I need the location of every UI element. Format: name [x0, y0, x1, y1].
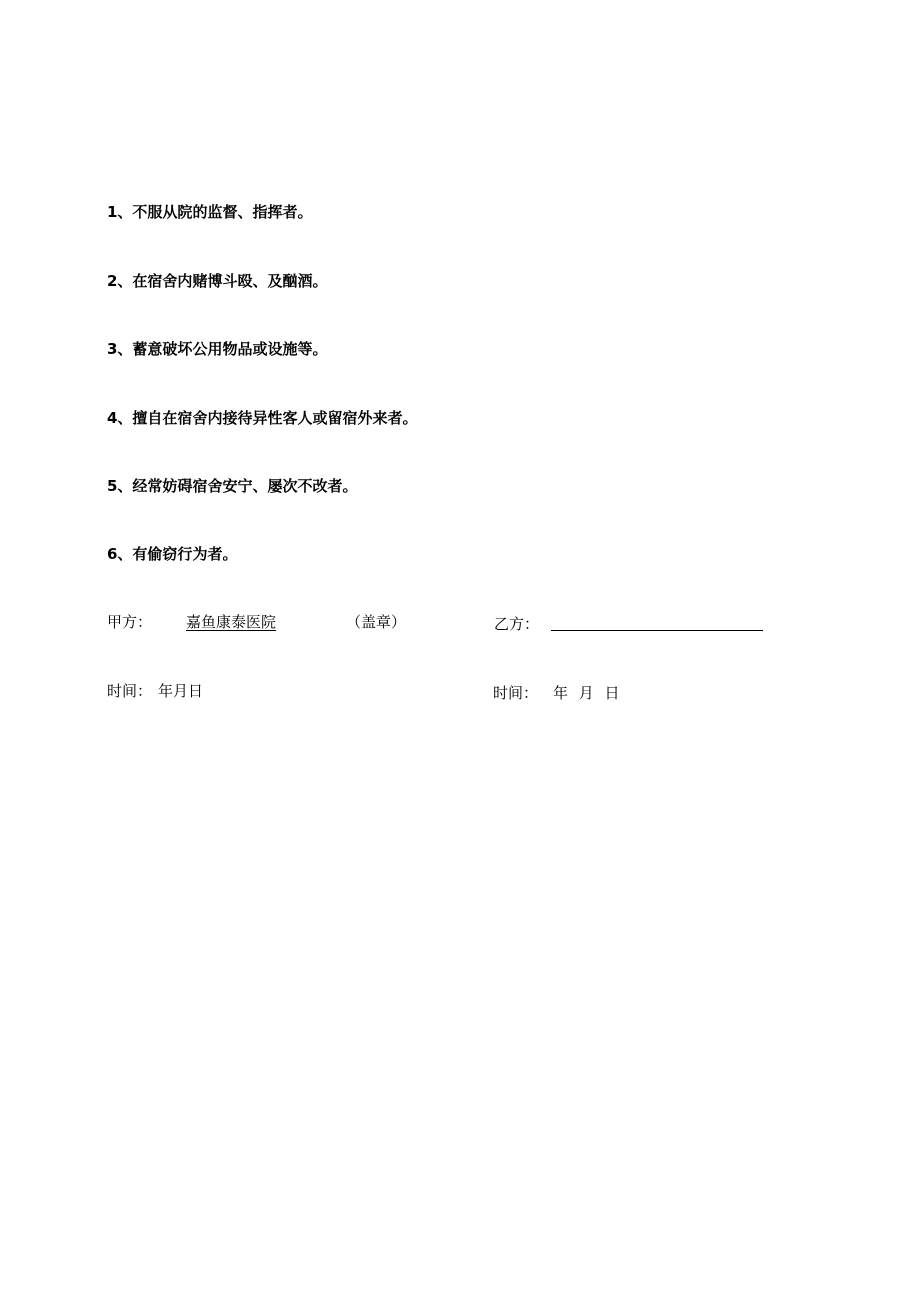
- party-b-signature-line: [551, 630, 763, 631]
- clause-item-3: 3、蓄意破坏公用物品或设施等。: [107, 340, 328, 358]
- party-b-time-value: 年 月 日: [553, 684, 620, 702]
- party-a-name: 嘉鱼康泰医院: [186, 613, 277, 631]
- clause-item-6: 6、有偷窃行为者。: [107, 545, 238, 563]
- party-b-label: 乙方：: [494, 615, 540, 633]
- party-a-label: 甲方：: [107, 613, 153, 631]
- seal-note: （盖章）: [346, 613, 407, 631]
- party-a-time-value: 年月日: [158, 682, 204, 700]
- party-b-time-label: 时间：: [493, 684, 539, 702]
- party-a-time-label: 时间：: [107, 682, 153, 700]
- clause-item-4: 4、擅自在宿舍内接待异性客人或留宿外来者。: [107, 409, 418, 427]
- clause-item-1: 1、不服从院的监督、指挥者。: [107, 203, 313, 221]
- clause-item-2: 2、在宿舍内赌博斗殴、及酗酒。: [107, 272, 328, 290]
- clause-item-5: 5、经常妨碍宿舍安宁、屡次不改者。: [107, 477, 358, 495]
